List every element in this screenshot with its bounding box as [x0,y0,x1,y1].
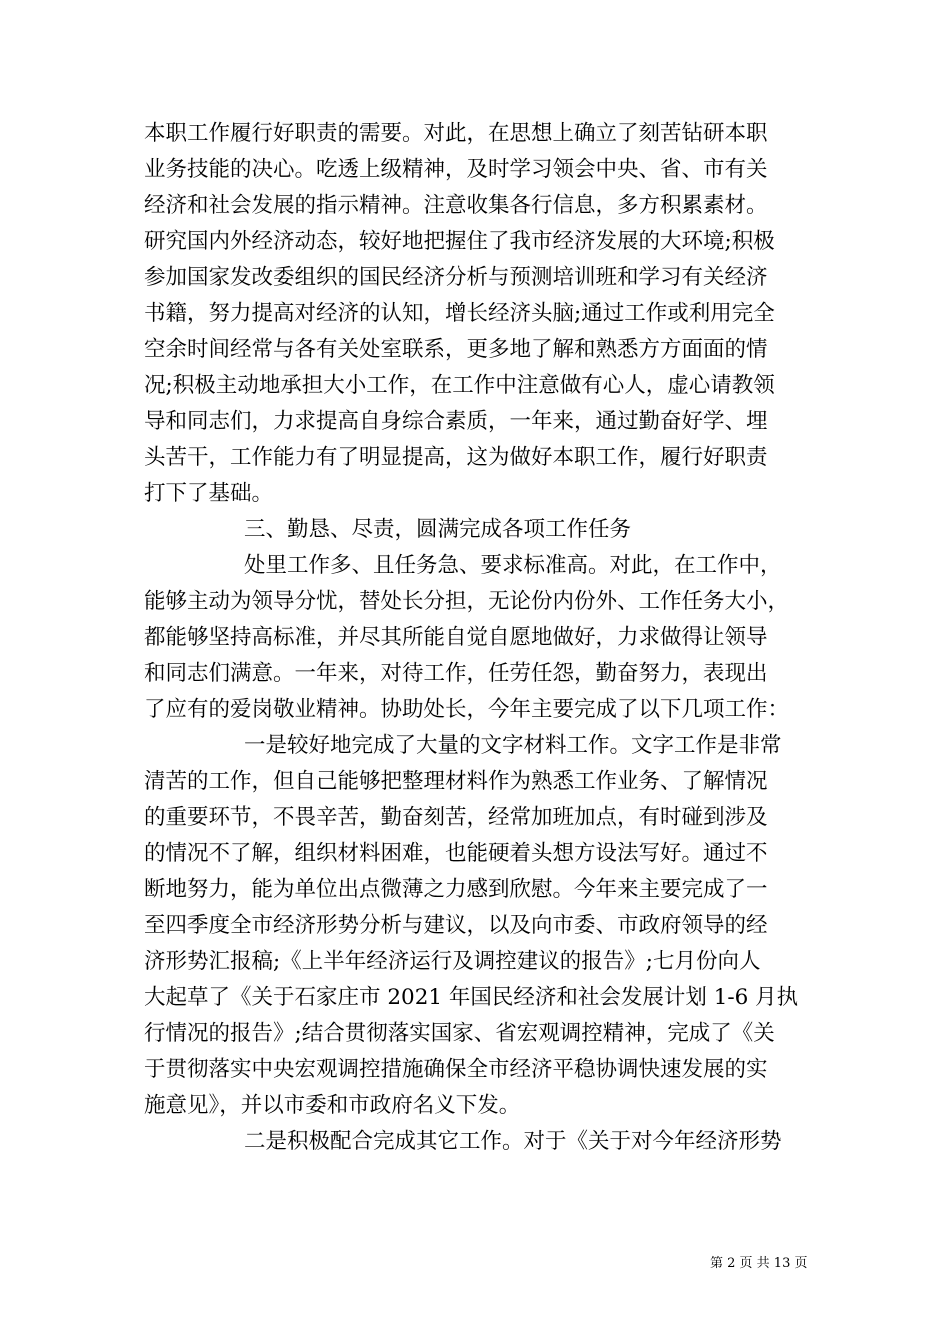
text-line: 济形势汇报稿;《上半年经济运行及调控建议的报告》;七月份向人 [144,949,761,974]
paragraph-start: 处里工作多、且任务急、要求标准高。对此，在工作中， [244,553,782,578]
text-line: 头苦干，工作能力有了明显提高，这为做好本职工作，履行好职责 [144,445,768,470]
body-text [144,116,824,1160]
text-line: 空余时间经常与各有关处室联系，更多地了解和熟悉方方面面的情 [144,337,768,362]
text-line: 况;积极主动地承担大小工作，在工作中注意做有心人，虚心请教领 [144,373,775,398]
text-line: 导和同志们，力求提高自身综合素质，一年来，通过勤奋好学、埋 [144,409,768,434]
text-line: 施意见》，并以市委和市政府名义下发。 [144,1093,521,1118]
text-line: 断地努力，能为单位出点微薄之力感到欣慰。今年来主要完成了一 [144,877,768,902]
text-line: 业务技能的决心。吃透上级精神，及时学习领会中央、省、市有关 [144,157,768,182]
text-line: 清苦的工作，但自己能够把整理材料作为熟悉工作业务、了解情况 [144,769,768,794]
text-line: 研究国内外经济动态，较好地把握住了我市经济发展的大环境;积极 [144,229,775,254]
text-line: 经济和社会发展的指示精神。注意收集各行信息，多方积累素材。 [144,193,768,218]
text-line: 了应有的爱岗敬业精神。协助处长，今年主要完成了以下几项工作： [144,697,790,722]
text-line: 参加国家发改委组织的国民经济分析与预测培训班和学习有关经济 [144,265,768,290]
page-number-footer: 第 2 页 共 13 页 [710,1256,808,1271]
text-line: 打下了基础。 [144,481,274,506]
text-line: 的重要环节，不畏辛苦，勤奋刻苦，经常加班加点，有时碰到涉及 [144,805,768,830]
text-line: 于贯彻落实中央宏观调控措施确保全市经济平稳协调快速发展的实 [144,1057,768,1082]
text-line: 和同志们满意。一年来，对待工作，任劳任怨，勤奋努力，表现出 [144,661,768,686]
text-line: 的情况不了解，组织材料困难，也能硬着头想方设法写好。通过不 [144,841,768,866]
text-line: 书籍，努力提高对经济的认知，增长经济头脑;通过工作或利用完全 [144,301,775,326]
text-line: 本职工作履行好职责的需要。对此，在思想上确立了刻苦钻研本职 [144,121,768,146]
text-line: 都能够坚持高标准，并尽其所能自觉自愿地做好，力求做得让领导 [144,625,768,650]
text-line: 大起草了《关于石家庄市 2021 年国民经济和社会发展计划 1-6 月执 [144,985,799,1010]
paragraph-start: 一是较好地完成了大量的文字材料工作。文字工作是非常 [244,733,782,758]
section-heading: 三、勤恳、尽责，圆满完成各项工作任务 [244,517,632,542]
paragraph-start: 二是积极配合完成其它工作。对于《关于对今年经济形势 [244,1129,782,1154]
text-line: 能够主动为领导分忧，替处长分担，无论份内份外、工作任务大小， [144,589,790,614]
text-line: 行情况的报告》;结合贯彻落实国家、省宏观调控精神，完成了《关 [144,1021,775,1046]
text-line: 至四季度全市经济形势分析与建议，以及向市委、市政府领导的经 [144,913,768,938]
